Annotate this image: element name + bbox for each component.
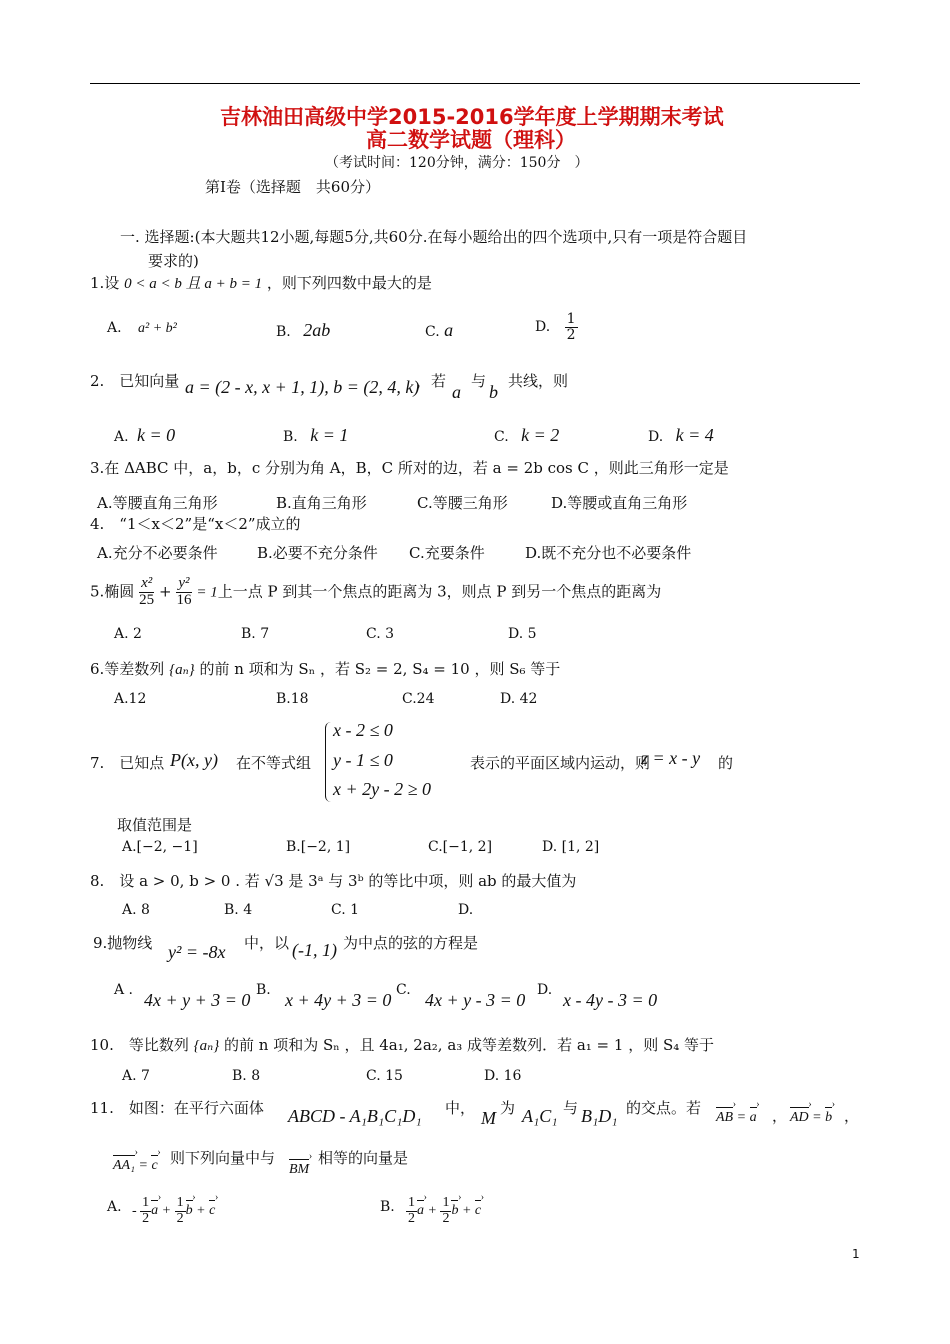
q7-tail1: 表示的平面区域内运动，则 — [470, 754, 651, 772]
q3-option-b[interactable]: B.直角三角形 — [276, 494, 367, 512]
q2-option-c[interactable] — [494, 425, 559, 446]
question-8: 8. 设 a > 0, b > 0 . 若 √3 是 3ᵃ 与 3ᵇ 的等比中项，则 ab 的最大值为 — [90, 872, 577, 890]
q8-option-d[interactable]: D. — [458, 902, 474, 918]
q9-option-c-expr[interactable]: 4x + y - 3 = 0 — [425, 990, 526, 1010]
q2-vector-b: b — [489, 382, 498, 402]
option-label: A. — [107, 320, 122, 336]
q10-option-c[interactable]: C. 15 — [366, 1068, 403, 1084]
q5-option-d[interactable]: D. 5 — [508, 626, 537, 642]
q2-vectors: a = (2 - x, x + 1, 1), b = (2, 4, k) — [185, 377, 420, 397]
q11-segment-2: B₁D₁ — [581, 1106, 618, 1126]
q11-mid3: 与 — [563, 1099, 579, 1117]
q7-prefix: 7. 已知点 — [90, 754, 165, 772]
q2-option-b[interactable] — [283, 425, 348, 446]
q9-prefix: 9.抛物线 — [93, 934, 153, 952]
q10-body: 的前 n 项和为 Sₙ ，且 4a₁, 2a₂, a₃ 成等差数列．若 a₁ = 1 ，则 S₄ 等于 — [224, 1036, 715, 1054]
question-5 — [90, 576, 661, 609]
q9-point: (-1, 1) — [292, 940, 337, 960]
option-label: D. — [535, 319, 551, 336]
q5-option-b[interactable]: B. 7 — [241, 626, 270, 642]
q6-prefix: 6.等差数列 — [90, 660, 165, 678]
q5-suffix: 上一点 P 到其一个焦点的距离为 3，则点 P 到另一个焦点的距离为 — [217, 582, 662, 601]
q11-option-b-expr[interactable]: $\frac{1}{2}$ a › + $\frac{1}{2}$ b › + c › — [406, 1196, 481, 1226]
q11-vector-ab: AB › = a › — [716, 1110, 757, 1126]
option-expr: k = 2 — [521, 425, 560, 445]
q10-prefix: 10. 等比数列 — [90, 1036, 189, 1054]
q2-option-d[interactable] — [648, 425, 714, 446]
q4-option-c[interactable]: C.充要条件 — [409, 544, 485, 562]
q9-mid: 中，以 — [244, 934, 290, 952]
q7-inequality-2: y - 1 ≤ 0 — [333, 750, 393, 770]
option-label: A. — [114, 429, 129, 445]
q2-prefix: 2. 已知向量 — [90, 372, 180, 390]
option-label: B. — [276, 324, 291, 340]
q2-vector-a: a — [452, 382, 461, 402]
q5-eq: = 1 — [196, 584, 218, 601]
q11-mid1: 中， — [445, 1099, 476, 1117]
q3-option-d[interactable]: D.等腰或直角三角形 — [551, 494, 688, 512]
exam-title: 吉林油田高级中学2015-2016学年度上学期期末考试 — [220, 105, 724, 129]
q11-vector-aa1: AA₁ › = c › — [113, 1158, 158, 1174]
q1-prefix: 1.设 — [90, 274, 120, 292]
q9-option-c-label[interactable]: C. — [396, 982, 411, 998]
q10-option-a[interactable]: A. 7 — [122, 1068, 150, 1084]
q8-option-a[interactable]: A. 8 — [122, 902, 150, 918]
q6-option-d[interactable]: D. 42 — [500, 691, 538, 707]
q7-inequality-3: x + 2y - 2 ≥ 0 — [333, 779, 431, 799]
q7-line2: 取值范围是 — [117, 816, 193, 834]
q5-plus: + — [159, 582, 172, 601]
q1-suffix: ，则下列四数中最大的是 — [266, 274, 432, 292]
q6-option-c[interactable]: C.24 — [402, 691, 435, 707]
question-10 — [90, 1034, 714, 1055]
option-expr: a — [444, 320, 454, 340]
question-6 — [90, 658, 560, 679]
q2-suffix: 共线，则 — [508, 372, 569, 390]
q6-option-a[interactable]: A.12 — [114, 691, 147, 707]
q10-option-b[interactable]: B. 8 — [232, 1068, 261, 1084]
question-1 — [90, 272, 432, 293]
option-expr: a² + b² — [138, 321, 177, 336]
q5-option-c[interactable]: C. 3 — [366, 626, 395, 642]
q11-mid4: 的交点。若 — [626, 1099, 702, 1117]
header-rule — [90, 83, 860, 84]
q5-option-a[interactable]: A. 2 — [114, 626, 142, 642]
q11-option-a-expr[interactable]: - $\frac{1}{2}$ a › + $\frac{1}{2}$ b › + c › — [132, 1196, 215, 1226]
question-3: 3.在 ΔABC 中，a，b，c 分别为角 A，B，C 所对的边，若 a = 2b cos C ，则此三角形一定是 — [90, 459, 729, 477]
option-expr: k = 4 — [675, 425, 714, 445]
q11-option-b-label[interactable]: B. — [380, 1199, 395, 1215]
q5-fraction-y: $\frac{\text{y²}}{16}$ — [176, 575, 192, 608]
section-heading: 第Ⅰ卷（选择题 共60分） — [205, 178, 381, 196]
q4-option-b[interactable]: B.必要不充分条件 — [257, 544, 378, 562]
q11-vector-bm: BM › — [289, 1162, 309, 1178]
q8-option-c[interactable]: C. 1 — [331, 902, 360, 918]
q11-comma-1: ， — [772, 1107, 788, 1125]
option-fraction: $\frac{1}{2}$ — [566, 311, 576, 343]
q7-system-brace — [325, 722, 332, 802]
q6-body: 的前 n 项和为 Sₙ ，若 S₂ = 2, S₄ = 10 ，则 S₆ 等于 — [199, 660, 561, 678]
instructions-line2: 要求的) — [148, 252, 199, 270]
q11-line2-end: 相等的向量是 — [318, 1149, 409, 1167]
q9-option-a-label[interactable]: A . — [114, 982, 134, 998]
q11-line2: 则下列向量中与 — [170, 1149, 276, 1167]
q3-option-c[interactable]: C.等腰三角形 — [417, 494, 508, 512]
q7-option-b[interactable]: B.[−2, 1] — [286, 839, 351, 855]
q7-option-d[interactable]: D. [1, 2] — [542, 839, 600, 855]
q6-option-b[interactable]: B.18 — [276, 691, 309, 707]
option-label: C. — [494, 429, 509, 445]
q1-option-a[interactable] — [107, 320, 177, 337]
q9-option-b-expr[interactable]: x + 4y + 3 = 0 — [285, 990, 392, 1010]
q1-option-c[interactable] — [425, 320, 453, 341]
q2-mid1: ，若 — [416, 372, 447, 390]
q7-tail2: 的 — [718, 754, 734, 772]
q11-mid2: 为 — [500, 1099, 516, 1117]
q11-prefix: 11. 如图：在平行六面体 — [90, 1099, 264, 1117]
page-number: 1 — [852, 1247, 860, 1261]
q7-mid: 在不等式组 — [236, 754, 312, 772]
instructions-line1: 一. 选择题:(本大题共12小题,每题5分,共60分.在每小题给出的四个选项中,只有一项是符合题目 — [120, 228, 748, 246]
question-4: 4. “1＜x＜2”是“x＜2”成立的 — [90, 515, 301, 533]
q7-inequality-1: x - 2 ≤ 0 — [333, 720, 393, 740]
option-expr: k = 1 — [310, 425, 349, 445]
q9-option-d-expr[interactable]: x - 4y - 3 = 0 — [563, 990, 658, 1010]
q9-suffix: 为中点的弦的方程是 — [343, 934, 479, 952]
q2-mid2: 与 — [471, 372, 487, 390]
q5-fraction-x: $\frac{\text{x²}}{25}$ — [139, 575, 155, 608]
q2-option-a[interactable] — [114, 425, 175, 446]
q11-option-a-label[interactable]: A. — [107, 1199, 122, 1215]
q7-option-a[interactable]: A.[−2, −1] — [122, 839, 198, 855]
q6-sequence: {aₙ} — [169, 662, 195, 678]
q5-prefix: 5.椭圆 — [90, 582, 135, 601]
q11-comma-2: ， — [844, 1107, 860, 1125]
q7-objective: z = x - y — [641, 748, 701, 768]
q9-option-d-label[interactable]: D. — [537, 982, 553, 998]
q4-option-a[interactable]: A.充分不必要条件 — [97, 544, 218, 562]
q7-option-c[interactable]: C.[−1, 2] — [428, 839, 493, 855]
q11-point-m: M — [481, 1108, 496, 1128]
option-expr: 2ab — [303, 320, 331, 340]
q10-option-d[interactable]: D. 16 — [484, 1068, 522, 1084]
option-label: B. — [283, 429, 298, 445]
q11-solid: ABCD - A₁B₁C₁D₁ — [288, 1106, 422, 1126]
q1-condition: 0 < a < b 且 a + b = 1 — [124, 276, 263, 292]
exam-subtitle: 高二数学试题（理科） — [366, 128, 576, 152]
q9-curve: y² = -8x — [168, 942, 226, 962]
question-2 — [90, 370, 179, 391]
q11-vector-ad: AD › = b › — [790, 1110, 832, 1126]
option-label: D. — [648, 429, 664, 445]
q10-sequence: {aₙ} — [193, 1038, 220, 1054]
q1-option-d[interactable] — [535, 312, 578, 342]
q9-option-b-label[interactable]: B. — [256, 982, 271, 998]
option-expr: k = 0 — [137, 425, 176, 445]
q1-option-b[interactable] — [276, 320, 330, 341]
q8-option-b[interactable]: B. 4 — [224, 902, 253, 918]
exam-info: （考试时间：120分钟，满分：150分 ） — [325, 155, 589, 171]
q7-point: P(x, y) — [170, 750, 218, 770]
q11-segment-1: A₁C₁ — [522, 1106, 558, 1126]
q9-option-a-expr[interactable]: 4x + y + 3 = 0 — [144, 990, 251, 1010]
option-label: C. — [425, 324, 440, 340]
q3-option-a[interactable]: A.等腰直角三角形 — [97, 494, 218, 512]
q4-option-d[interactable]: D.既不充分也不必要条件 — [525, 544, 692, 562]
